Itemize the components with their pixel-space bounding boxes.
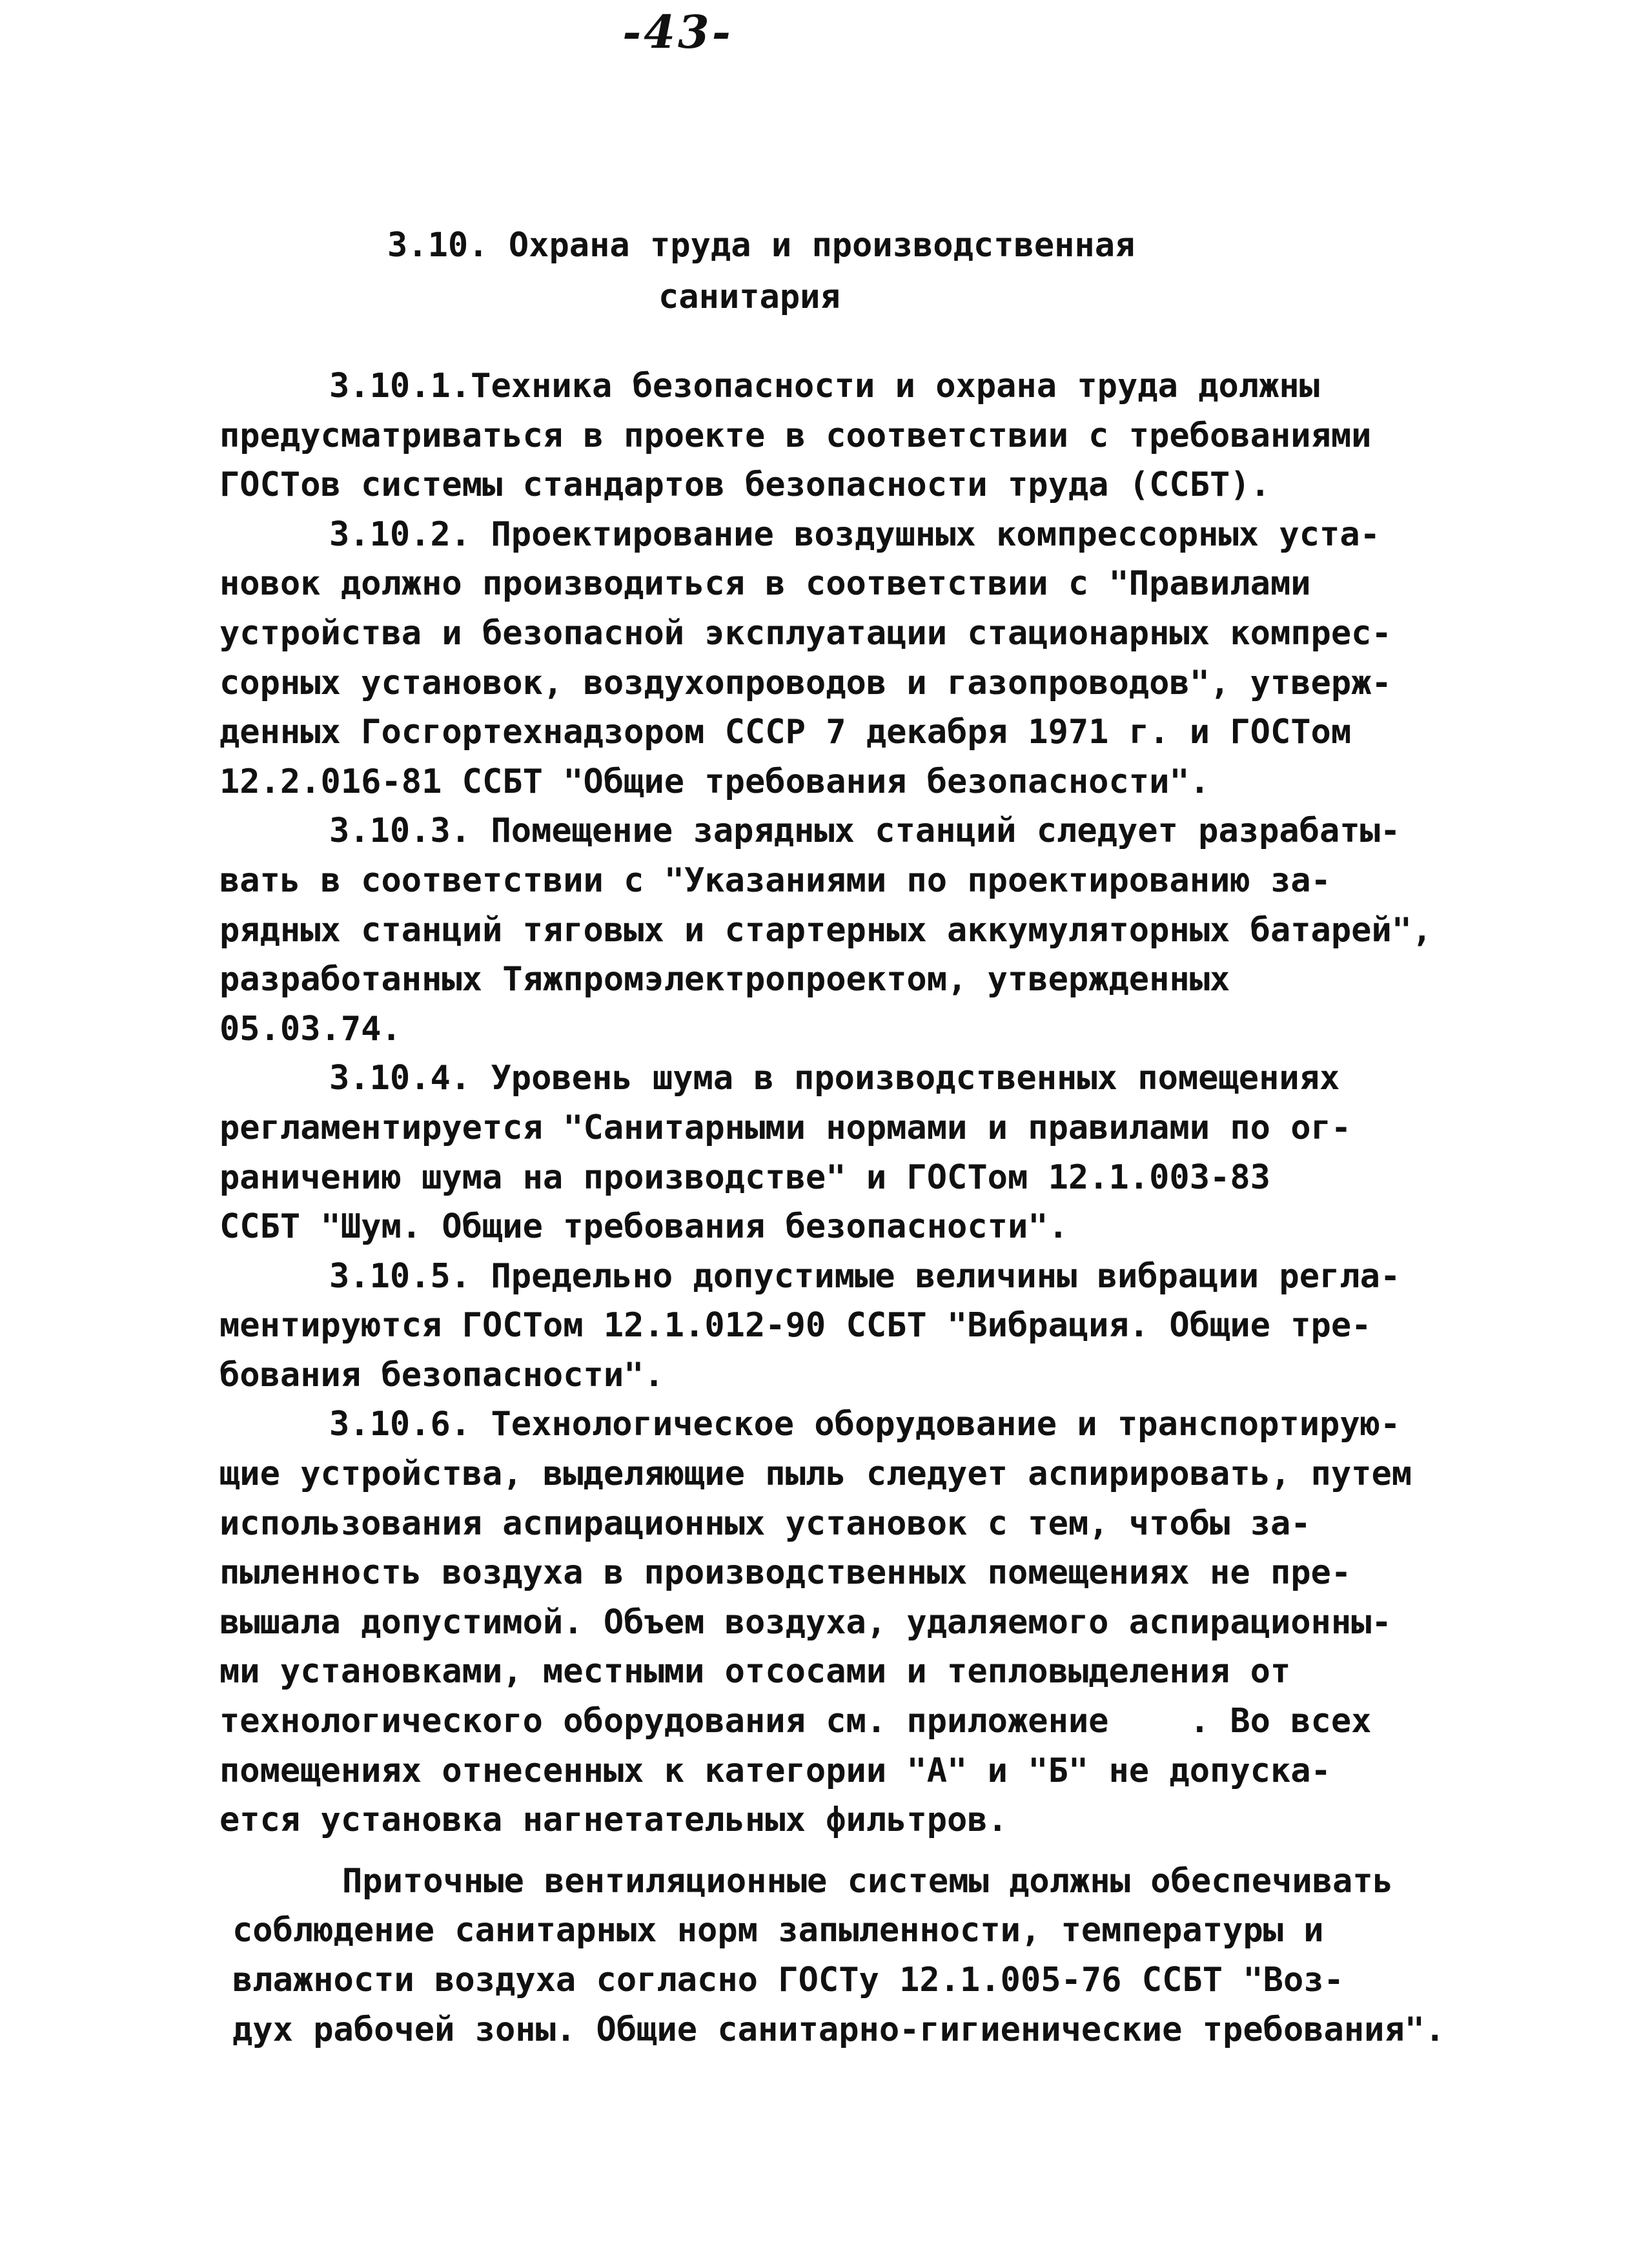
- text-line: ССБТ "Шум. Общие требования безопасности".: [219, 1207, 1068, 1247]
- text-line: раничению шума на производстве" и ГОСТом 12.1.003-83: [219, 1158, 1270, 1197]
- text-line: разработанных Тяжпромэлектропроектом, утвержденных: [219, 960, 1230, 999]
- paragraph-3-10-2: [219, 510, 1459, 807]
- paragraph-3-10-6: [219, 1400, 1459, 1844]
- paragraph-3-10-5: [219, 1252, 1459, 1400]
- paragraph-3-10-4: [219, 1054, 1459, 1251]
- text-line: новок должно производиться в соответствии с "Правилами: [219, 564, 1311, 604]
- text-line: сорных установок, воздухопроводов и газопроводов", утверж-: [219, 663, 1392, 702]
- text-line: пыленность воздуха в производственных помещениях не пре-: [219, 1553, 1352, 1593]
- text-line: вать в соответствии с "Указаниями по проектированию за-: [219, 861, 1331, 900]
- text-line: ется установка нагнетательных фильтров.: [219, 1801, 1008, 1840]
- paragraph-3-10-1: [219, 362, 1459, 510]
- text-line: рядных станций тяговых и стартерных аккумуляторных батарей",: [219, 910, 1432, 950]
- text-line: дух рабочей зоны. Общие санитарно-гигиенические требования".: [232, 2010, 1445, 2049]
- section-heading: [387, 220, 1291, 323]
- text-line: денных Госгортехнадзором СССР 7 декабря 1971 г. и ГОСТом: [219, 713, 1352, 752]
- text-line: 3.10.4. Уровень шума в производственных помещениях: [329, 1059, 1340, 1098]
- text-line: бования безопасности".: [219, 1355, 664, 1395]
- text-line: щие устройства, выделяющие пыль следует аспирировать, путем: [219, 1455, 1412, 1494]
- text-line: ми установками, местными отсосами и тепловыделения от: [219, 1652, 1291, 1691]
- text-line: 05.03.74.: [219, 1009, 402, 1048]
- text-line: регламентируется "Санитарными нормами и правилами по ог-: [219, 1108, 1352, 1147]
- text-line: устройства и безопасной эксплуатации стационарных компрес-: [219, 613, 1392, 653]
- text-line: предусматриваться в проекте в соответствии с требованиями: [219, 416, 1372, 455]
- text-line: вышала допустимой. Объем воздуха, удаляемого аспирационны-: [219, 1602, 1392, 1642]
- text-line: 3.10.5. Предельно допустимые величины вибрации регла-: [329, 1256, 1401, 1296]
- text-line: ГОСТов системы стандартов безопасности труда (ССБТ).: [219, 465, 1270, 505]
- body-text: [219, 362, 1459, 2054]
- text-line: технологического оборудования см. приложение . Во всех: [219, 1702, 1372, 1741]
- text-line: 3.10.1.Техника безопасности и охрана труда должны: [329, 367, 1320, 405]
- text-line: соблюдение санитарных норм запыленности, температуры и: [232, 1911, 1324, 1950]
- text-line: использования аспирационных установок с тем, чтобы за-: [219, 1504, 1311, 1543]
- text-line: ментируются ГОСТом 12.1.012-90 ССБТ "Вибрация. Общие тре-: [219, 1306, 1372, 1345]
- text-line: 12.2.016-81 ССБТ "Общие требования безопасности".: [219, 762, 1210, 801]
- page-number: -43-: [622, 5, 733, 59]
- text-line: Приточные вентиляционные системы должны обеспечивать: [342, 1861, 1393, 1901]
- text-line: 3.10.3. Помещение зарядных станций следует разрабаты-: [329, 812, 1401, 851]
- text-line: влажности воздуха согласно ГОСТу 12.1.005-76 ССБТ "Воз-: [232, 1961, 1344, 1999]
- text-line: 3.10.2. Проектирование воздушных компрессорных уста-: [329, 515, 1380, 554]
- section-title-line-2: санитария: [658, 278, 840, 316]
- text-line: помещениях отнесенных к категории "А" и "Б" не допуска-: [219, 1751, 1331, 1790]
- paragraph-ventilation: [219, 1857, 1459, 2054]
- text-line: 3.10.6. Технологическое оборудование и транспортирую-: [329, 1405, 1401, 1444]
- paragraph-3-10-3: [219, 806, 1459, 1054]
- section-title-line-1: 3.10. Охрана труда и производственная: [387, 226, 1136, 265]
